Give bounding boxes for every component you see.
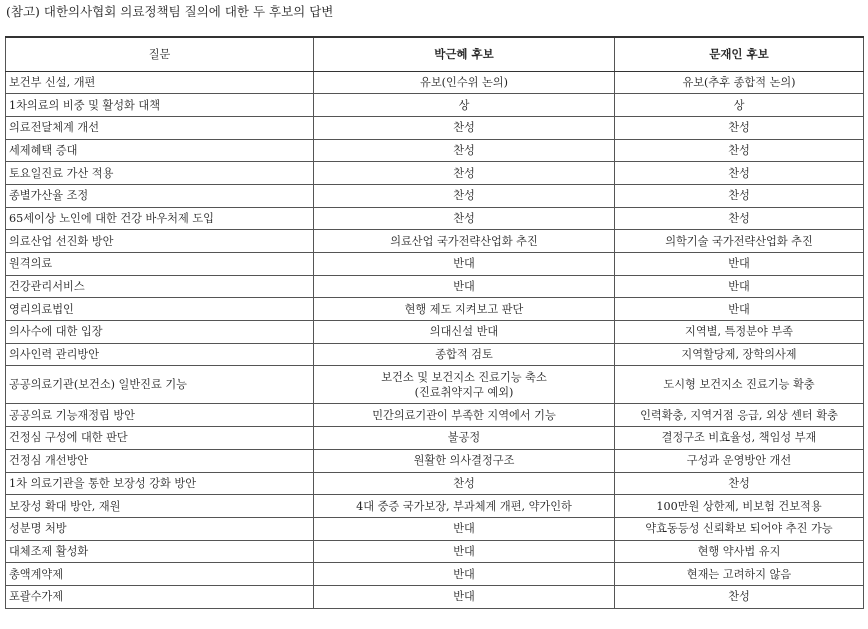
header-candidate-moon: 문재인 후보: [615, 37, 864, 71]
park-answer-cell: 찬성: [314, 116, 615, 139]
moon-answer-cell: 찬성: [615, 184, 864, 207]
question-cell: 영리의료법인: [6, 298, 314, 321]
question-cell: 성분명 처방: [6, 517, 314, 540]
park-answer-cell: 의료산업 국가전략산업화 추진: [314, 230, 615, 253]
park-answer-cell: 찬성: [314, 184, 615, 207]
question-cell: 의료산업 선진화 방안: [6, 230, 314, 253]
park-answer-cell: [314, 366, 615, 404]
question-cell: 1차 의료기관을 통한 보장성 강화 방안: [6, 472, 314, 495]
park-answer-note: (진료취약지구 예외): [414, 385, 514, 399]
question-cell: 의사인력 관리방안: [6, 343, 314, 366]
question-cell: 총액계약제: [6, 563, 314, 586]
question-cell: 포괄수가제: [6, 585, 314, 608]
table-row: [6, 585, 864, 608]
table-row: [6, 495, 864, 518]
header-candidate-park: 박근혜 후보: [314, 37, 615, 71]
park-answer-cell: 반대: [314, 585, 615, 608]
question-cell: 원격의료: [6, 253, 314, 276]
question-cell: 보건부 신설, 개편: [6, 71, 314, 94]
moon-answer-cell: 반대: [615, 275, 864, 298]
question-cell: 1차의료의 비중 및 활성화 대책: [6, 94, 314, 117]
table-row: [6, 275, 864, 298]
moon-answer-cell: 지역별, 특정분야 부족: [615, 321, 864, 344]
park-answer-cell: 반대: [314, 517, 615, 540]
table-row: [6, 71, 864, 94]
question-cell: 건강관리서비스: [6, 275, 314, 298]
question-cell: 종별가산율 조정: [6, 184, 314, 207]
table-row: [6, 427, 864, 450]
question-cell: 공공의료 기능재정립 방안: [6, 404, 314, 427]
moon-answer-cell: 찬성: [615, 472, 864, 495]
question-cell: 65세이상 노인에 대한 건강 바우처제 도입: [6, 207, 314, 230]
moon-answer-cell: 반대: [615, 253, 864, 276]
question-cell: 토요일진료 가산 적용: [6, 162, 314, 185]
table-row: [6, 116, 864, 139]
moon-answer-cell: 찬성: [615, 139, 864, 162]
park-answer-cell: 찬성: [314, 139, 615, 162]
moon-answer-cell: 반대: [615, 298, 864, 321]
park-answer-cell: 의대신설 반대: [314, 321, 615, 344]
moon-answer-cell: 찬성: [615, 585, 864, 608]
table-body: [6, 71, 864, 608]
park-answer-cell: 반대: [314, 563, 615, 586]
question-cell: 건정심 개선방안: [6, 449, 314, 472]
moon-answer-cell: 현행 약사법 유지: [615, 540, 864, 563]
park-answer-cell: 찬성: [314, 207, 615, 230]
park-answer-cell: 종합적 검토: [314, 343, 615, 366]
park-answer-cell: 반대: [314, 275, 615, 298]
table-row: [6, 253, 864, 276]
moon-answer-cell: 찬성: [615, 207, 864, 230]
question-cell: 의료전달체계 개선: [6, 116, 314, 139]
park-answer-cell: 찬성: [314, 162, 615, 185]
park-answer-cell: 민간의료기관이 부족한 지역에서 기능: [314, 404, 615, 427]
table-row: [6, 449, 864, 472]
park-answer-line: 보건소 및 보건지소 진료기능 축소: [381, 370, 547, 384]
header-question: 질문: [6, 37, 314, 71]
table-row: [6, 139, 864, 162]
table-row: [6, 517, 864, 540]
moon-answer-cell: 100만원 상한제, 비보험 건보적용: [615, 495, 864, 518]
park-answer-cell: 현행 제도 지켜보고 판단: [314, 298, 615, 321]
moon-answer-cell: 결정구조 비효율성, 책임성 부재: [615, 427, 864, 450]
table-row: [6, 162, 864, 185]
table-header-row: [6, 37, 864, 71]
candidate-answers-table: [5, 36, 864, 609]
table-row: [6, 184, 864, 207]
moon-answer-cell: 지역할당제, 장학의사제: [615, 343, 864, 366]
moon-answer-cell: 구성과 운영방안 개선: [615, 449, 864, 472]
table-row: [6, 563, 864, 586]
table-row: [6, 230, 864, 253]
moon-answer-cell: 인력확충, 지역거점 응급, 외상 센터 확충: [615, 404, 864, 427]
moon-answer-cell: 도시형 보건지소 진료기능 확충: [615, 366, 864, 404]
park-answer-cell: 불공정: [314, 427, 615, 450]
table-row: [6, 540, 864, 563]
park-answer-cell: 4대 중증 국가보장, 부과체계 개편, 약가인하: [314, 495, 615, 518]
table-row: [6, 94, 864, 117]
moon-answer-cell: 상: [615, 94, 864, 117]
question-cell: 세제혜택 증대: [6, 139, 314, 162]
park-answer-cell: 상: [314, 94, 615, 117]
park-answer-cell: 원활한 의사결정구조: [314, 449, 615, 472]
table-row: [6, 343, 864, 366]
moon-answer-cell: 의학기술 국가전략산업화 추진: [615, 230, 864, 253]
table-row: [6, 366, 864, 404]
table-row: [6, 404, 864, 427]
question-cell: 대체조제 활성화: [6, 540, 314, 563]
table-row: [6, 298, 864, 321]
park-answer-cell: 반대: [314, 253, 615, 276]
question-cell: 보장성 확대 방안, 재원: [6, 495, 314, 518]
question-cell: 공공의료기관(보건소) 일반진료 기능: [6, 366, 314, 404]
question-cell: 의사수에 대한 입장: [6, 321, 314, 344]
moon-answer-cell: 찬성: [615, 116, 864, 139]
moon-answer-cell: 유보(추후 종합적 논의): [615, 71, 864, 94]
park-answer-cell: 찬성: [314, 472, 615, 495]
table-row: [6, 321, 864, 344]
moon-answer-cell: 약효동등성 신뢰확보 되어야 추진 가능: [615, 517, 864, 540]
table-row: [6, 472, 864, 495]
park-answer-cell: 유보(인수위 논의): [314, 71, 615, 94]
table-caption: (참고) 대한의사협회 의료정책팀 질의에 대한 두 후보의 답변: [6, 4, 334, 19]
moon-answer-cell: 찬성: [615, 162, 864, 185]
question-cell: 건정심 구성에 대한 판단: [6, 427, 314, 450]
moon-answer-cell: 현재는 고려하지 않음: [615, 563, 864, 586]
park-answer-cell: 반대: [314, 540, 615, 563]
table-row: [6, 207, 864, 230]
